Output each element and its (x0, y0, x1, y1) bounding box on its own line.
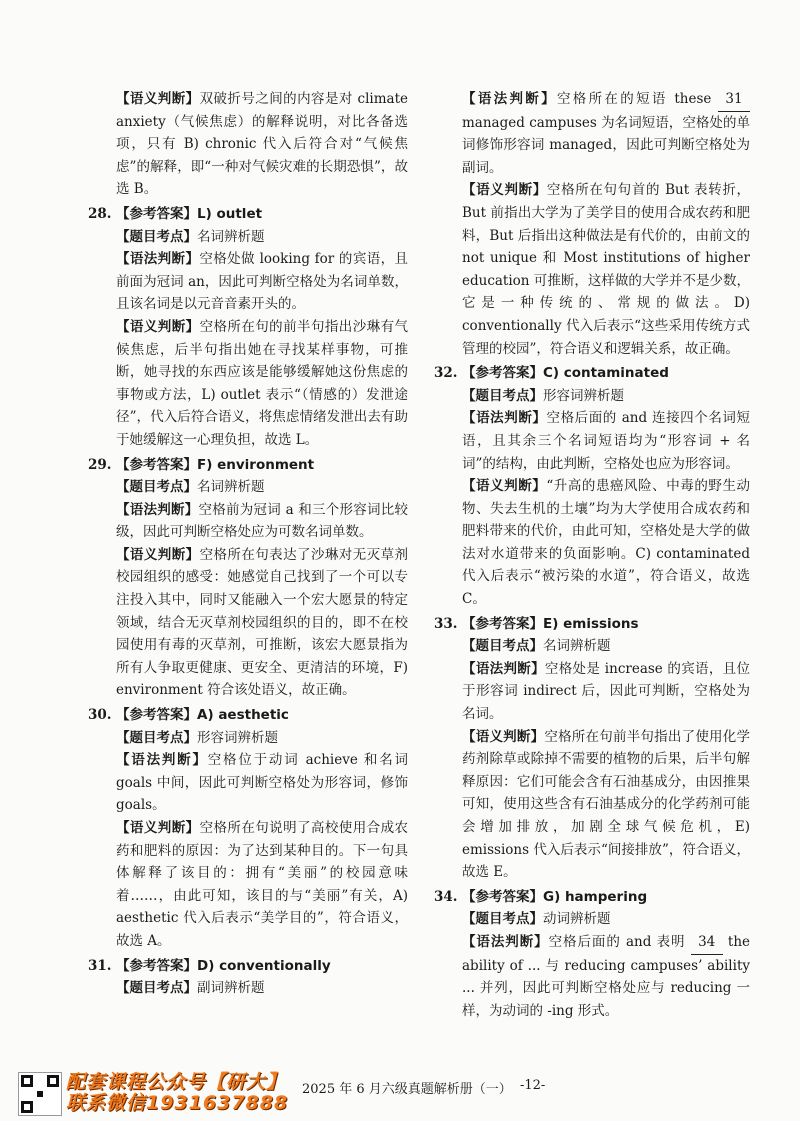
footer-title: 2025 年 6 月六级真题解析册（一） (302, 1082, 512, 1097)
q29-semantic: 【语义判断】空格所在句表达了沙琳对无灭草剂校园组织的感受：她感觉自己找到了一个可以专注投入其中，同时又能融入一个宏大愿景的特定领域，结合无灭草剂校园组织的目的，即不在校园使用有毒的灭草剂，可推断，该宏大愿景指为所有人争取更健康、更安全、更清洁的环境，F) environment 符合该处语义，故正确。 (116, 546, 409, 699)
q30-header: 30. 【参考答案】A) aesthetic (88, 707, 289, 724)
q32-semantic: 【语义判断】“升高的患癌风险、中毒的野生动物、失去生机的土壤”均为大学使用合成农药和肥料带来的代价，由此可知，空格处是大学的做法对水道带来的负面影响。C) contaminated 代入后表示“被污染的水道”，符合语义，故选 C。 (462, 478, 750, 608)
q33-grammar: 【语法判断】空格处是 increase 的宾语，且位于形容词 indirect 后，因此可判断，空格处为名词。 (462, 660, 750, 723)
q28-semantic: 【语义判断】空格所在句的前半句指出沙琳有气候焦虑，后半句指出她在寻找某样事物，可推断，她寻找的东西应该是能够缓解她这份焦虑的事物或方法，L) outlet 表示“（情感的）发泄途径”，代入后符合语义，将焦虑情绪发泄出去有助于她缓解这一心理负担，故选 L。 (116, 318, 409, 448)
page-number: -12- (520, 1078, 546, 1093)
left-column (88, 88, 408, 1000)
q31-point: 【题目考点】副词辨析题 (116, 980, 265, 997)
q29-grammar: 【语法判断】空格前为冠词 a 和三个形容词比较级，因此可判断空格处应为可数名词单数。 (116, 501, 408, 541)
q28-point: 【题目考点】名词辨析题 (116, 228, 265, 245)
q27-semantic: 【语义判断】双破折号之间的内容是对 climate anxiety（气候焦虑）的解释说明，对比各备选项，只有 B) chronic 代入后符合对“气候焦虑”的解释，即“一种对气候灾难的长期恐惧”，故选 B。 (116, 91, 408, 198)
right-column (434, 88, 750, 1022)
q29-header: 29. 【参考答案】F) environment (88, 456, 315, 473)
q32-grammar: 【语法判断】空格后面的 and 连接四个名词短语，且其余三个名词短语均为“形容词 + 名词”的结构，由此判断，空格处也应为形容词。 (462, 410, 750, 472)
q30-point: 【题目考点】形容词辨析题 (116, 729, 278, 746)
blank-31: 31 (718, 88, 750, 112)
q28-grammar: 【语法判断】空格处做 looking for 的宾语，且前面为冠词 an，因此可判断空格处为名词单数，且该名词是以元音音素开头的。 (116, 251, 408, 313)
blank-34: 34 (691, 931, 723, 955)
q33-header: 33. 【参考答案】E) emissions (434, 615, 639, 632)
q28-header: 28. 【参考答案】L) outlet (88, 205, 263, 222)
qr-code-icon (18, 1072, 62, 1116)
q33-point: 【题目考点】名词辨析题 (462, 638, 611, 655)
q30-grammar: 【语法判断】空格位于动词 achieve 和名词 goals 中间，因此可判断空格处为形容词，修饰 goals。 (116, 752, 409, 814)
q31-semantic: 【语义判断】空格所在句句首的 But 表转折，But 前指出大学为了美学目的使用合成农药和肥料，But 后指出这种做法是有代价的，由前文的 not unique 和 Most institutions of higher education 可推断，这样做的大学并不是少数，它是一种传统的、常规的做法。D) conventionally 代入后表示“这些采用传统方式管理的校园”，符合语义和逻辑关系，故正确。 (462, 182, 751, 357)
q32-point: 【题目考点】形容词辨析题 (462, 387, 624, 404)
q30-semantic: 【语义判断】空格所在句说明了高校使用合成农药和肥料的原因：为了达到某种目的。下一句具体解释了该目的：拥有“美丽”的校园意味着……，由此可知，该目的与“美丽”有关，A) aesthetic 代入后表示“美学目的”，符合语义，故选 A。 (116, 820, 409, 949)
q34-point: 【题目考点】动词辨析题 (462, 911, 611, 928)
q33-semantic: 【语义判断】空格所在句前半句指出了使用化学药剂除草或除掉不需要的植物的后果，后半句解释原因：它们可能会含有石油基成分，由因推果可知，使用这些含有石油基成分的化学药剂可能会增加排放，加剧全球气候危机，E) emissions 代入后表示“间接排放”，符合语义，故选 E。 (462, 728, 751, 881)
promo-watermark: 配套课程公众号【研大】 联系微信1931637888 (66, 1071, 289, 1114)
q34-grammar: 【语法判断】空格后面的 and 表明 34 the ability of ... 与 reducing campuses’ ability ... 并列，因此可判断空格处应与 reducing 一样，为动词的 -ing 形式。 (434, 931, 750, 1022)
q29-point: 【题目考点】名词辨析题 (116, 479, 265, 496)
q32-header: 32. 【参考答案】C) contaminated (434, 365, 669, 382)
q31-header: 31. 【参考答案】D) conventionally (88, 957, 331, 974)
q34-header: 34. 【参考答案】G) hampering (434, 888, 648, 905)
q31-grammar: 【语法判断】空格所在的短语 these 31 managed campuses 为名词短语，空格处的单词修饰形容词 managed，因此可判断空格处为副词。 (434, 88, 750, 179)
